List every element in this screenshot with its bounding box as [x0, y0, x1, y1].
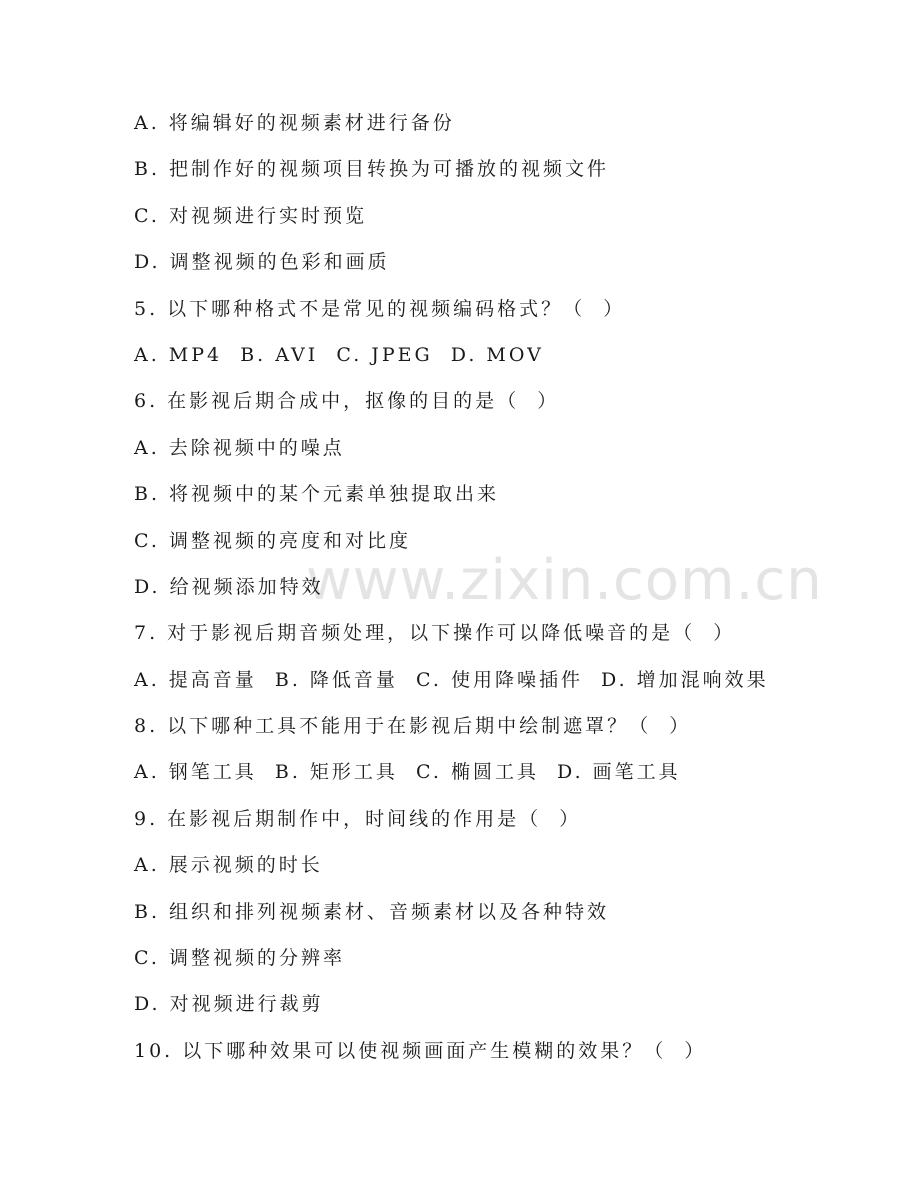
option-line: D. 调整视频的色彩和画质: [134, 251, 390, 274]
watermark: www.zixin.com.cn: [306, 548, 823, 613]
option-line: D. 给视频添加特效: [134, 575, 324, 598]
option-line: A. MP4 B. AVI C. JPEG D. MOV: [134, 343, 544, 366]
option-line: B. 把制作好的视频项目转换为可播放的视频文件: [134, 158, 610, 181]
question-line: 9. 在影视后期制作中，时间线的作用是（ ）: [134, 807, 582, 830]
option-line: A. 去除视频中的噪点: [134, 436, 345, 459]
option-line: D. 对视频进行裁剪: [134, 993, 324, 1016]
question-line: 6. 在影视后期合成中，抠像的目的是（ ）: [134, 390, 560, 413]
option-line: C. 调整视频的分辨率: [134, 947, 345, 970]
option-line: A. 将编辑好的视频素材进行备份: [134, 112, 455, 134]
question-line: 7. 对于影视后期音频处理，以下操作可以降低噪音的是（ ）: [134, 622, 736, 645]
question-line: 10. 以下哪种效果可以使视频画面产生模糊的效果？（ ）: [134, 1039, 707, 1062]
question-line: 5. 以下哪种格式不是常见的视频编码格式？（ ）: [134, 297, 626, 320]
option-line: B. 组织和排列视频素材、音频素材以及各种特效: [134, 900, 610, 923]
question-line: 8. 以下哪种工具不能用于在影视后期中绘制遮罩？（ ）: [134, 715, 692, 738]
option-line: A. 提高音量 B. 降低音量 C. 使用降噪插件 D. 增加混响效果: [134, 668, 769, 691]
option-line: C. 调整视频的亮度和对比度: [134, 529, 411, 552]
option-line: A. 展示视频的时长: [134, 854, 323, 877]
option-line: C. 对视频进行实时预览: [134, 204, 367, 227]
question-list: [134, 106, 834, 1080]
option-line: A. 钢笔工具 B. 矩形工具 C. 椭圆工具 D. 画笔工具: [134, 761, 681, 784]
option-line: B. 将视频中的某个元素单独提取出来: [134, 483, 500, 506]
